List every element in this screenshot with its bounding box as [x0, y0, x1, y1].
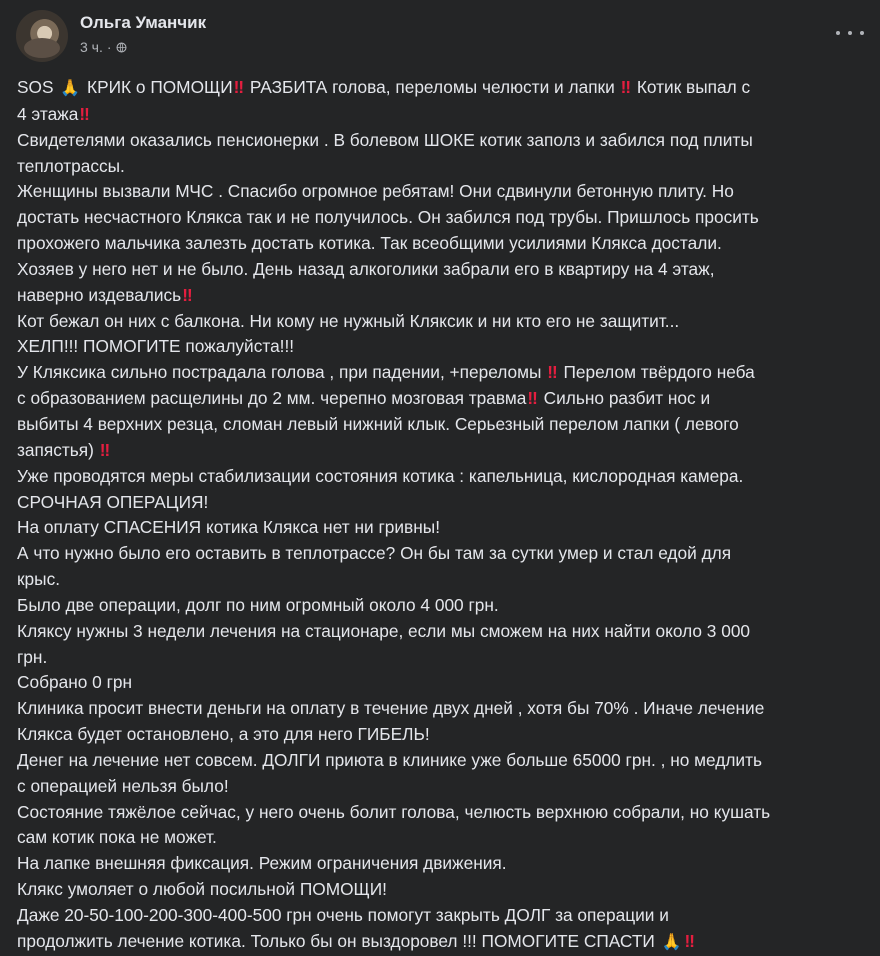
post-line — [17, 386, 869, 412]
post-line — [17, 929, 869, 956]
post-line — [17, 360, 869, 386]
post-text-segment: Перелом твёрдого неба — [558, 362, 755, 383]
author-info — [80, 10, 206, 55]
more-options-icon[interactable] — [836, 24, 864, 42]
post-text-segment: Кляксу нужны 3 недели лечения на стационаре, если мы сможем на них найти около 3 000 — [17, 620, 751, 641]
post-line — [17, 205, 869, 231]
post-text-segment: У Кляксика сильно пострадала голова , при падении, +переломы — [17, 362, 547, 383]
post-text-segment: прохожего мальчика залезть достать котика. Так всеобщими усилиями Клякса достали. — [17, 233, 722, 254]
double-exclamation-emoji-icon: ‼ — [182, 284, 191, 305]
post-text-segment: Хозяев у него нет и не было. День назад алкоголики забрали его в квартиру на 4 этаж, — [17, 258, 715, 279]
post-line — [17, 619, 869, 645]
post-text-segment: Женщины вызвали МЧС . Спасибо огромное ребятам! Они сдвинули бетонную плиту. Но — [17, 181, 734, 202]
post-text-segment: СРОЧНАЯ ОПЕРАЦИЯ! — [17, 491, 209, 512]
post-line — [17, 283, 869, 309]
post-line — [17, 102, 869, 128]
post-text-segment: крыс. — [17, 569, 61, 590]
folded-hands-emoji-icon: 🙏 — [661, 933, 682, 951]
post-text-segment: Кот бежал он них с балкона. Ни кому не нужный Кляксик и ни кто его не защитит... — [17, 310, 680, 331]
post-text-segment: теплотрассы. — [17, 155, 125, 176]
post-line — [17, 722, 869, 748]
post-text-segment: Денег на лечение нет совсем. ДОЛГИ приюта в клинике уже больше 65000 грн. , но медлить — [17, 749, 763, 770]
post-text-segment: Котик выпал с — [632, 77, 751, 97]
post-line — [17, 825, 869, 851]
post-line — [17, 567, 869, 593]
post-line — [17, 696, 869, 722]
post-line — [17, 903, 869, 929]
post-text-segment: достать несчастного Клякса так и не получилось. Он забился под трубы. Пришлось просить — [17, 207, 759, 228]
post-line — [17, 154, 869, 180]
meta-separator: · — [106, 39, 112, 55]
post-text-segment: SOS — [17, 77, 59, 97]
post-line — [17, 800, 869, 826]
post-text-segment: На оплату СПАСЕНИЯ котика Клякса нет ни гривны! — [17, 517, 440, 538]
post-text-segment: Свидетелями оказались пенсионерки . В болевом ШОКЕ котик заполз и забился под плиты — [17, 129, 753, 150]
post-text-segment: наверно издевались — [17, 284, 182, 305]
post-text-segment: с образованием расщелины до 2 мм. черепно мозговая травма — [17, 388, 527, 409]
post-text-segment: выбиты 4 верхних резца, сломан левый нижний клык. Серьезный перелом лапки ( левого — [17, 413, 739, 434]
post-text-segment: продолжить лечение котика. Только бы он выздоровел !!! ПОМОГИТЕ СПАСТИ — [17, 930, 660, 951]
post-text-segment: Состояние тяжёлое сейчас, у него очень болит голова, челюсть верхнюю собрали, но кушать — [17, 801, 771, 822]
post-text-segment: Уже проводятся меры стабилизации состояния котика : капельница, кислородная камера. — [17, 465, 744, 486]
post-line — [17, 231, 869, 257]
post-text-segment: Сильно разбит нос и — [538, 388, 711, 409]
post-text-segment: КРИК о ПОМОЩИ — [82, 77, 233, 97]
post-line — [17, 877, 869, 903]
author-name[interactable]: Ольга Уманчик — [80, 13, 207, 32]
post-line — [17, 490, 869, 516]
post-line — [17, 851, 869, 877]
post-line — [17, 464, 869, 490]
post-text-segment: запястья) — [17, 439, 99, 460]
folded-hands-emoji-icon: 🙏 — [60, 80, 81, 97]
post-line — [17, 645, 869, 671]
post-text-segment: Клякс умоляет о любой посильной ПОМОЩИ! — [17, 879, 387, 900]
post-header — [16, 10, 864, 66]
post-text-segment: Даже 20-50-100-200-300-400-500 грн очень помогут закрыть ДОЛГ за операции и — [17, 905, 669, 925]
post-line — [17, 670, 869, 696]
post-text-segment: ХЕЛП!!! ПОМОГИТЕ пожалуйста!!! — [17, 336, 295, 357]
post-text-segment: На лапке внешняя фиксация. Режим ограничения движения. — [17, 853, 507, 874]
post-text-segment: сам котик пока не может. — [17, 827, 217, 848]
post-line — [17, 438, 869, 464]
post-text-segment: грн. — [17, 646, 48, 667]
post-text-segment: А что нужно было его оставить в теплотрассе? Он бы там за сутки умер и стал едой для — [17, 543, 732, 564]
post-line — [17, 774, 869, 800]
post-time[interactable]: 3 ч. — [80, 39, 103, 55]
post-line — [17, 541, 869, 567]
double-exclamation-emoji-icon: ‼ — [684, 930, 693, 951]
post-text-segment: Собрано 0 грн — [17, 672, 133, 693]
more-dot — [848, 31, 852, 35]
post-line — [17, 334, 869, 360]
more-dot — [860, 31, 864, 35]
post-text-segment: 4 этажа — [17, 103, 79, 124]
double-exclamation-emoji-icon: ‼ — [547, 362, 556, 383]
post-line — [17, 75, 869, 102]
post-text-segment: РАЗБИТА голова, переломы челюсти и лапки — [245, 77, 620, 97]
post-line — [17, 593, 869, 619]
post-line — [17, 179, 869, 205]
double-exclamation-emoji-icon: ‼ — [79, 103, 88, 124]
post-line — [17, 412, 869, 438]
post-line — [17, 257, 869, 283]
author-avatar[interactable] — [16, 10, 68, 62]
double-exclamation-emoji-icon: ‼ — [99, 439, 109, 460]
double-exclamation-emoji-icon: ‼ — [620, 77, 630, 97]
post-line — [17, 309, 869, 335]
post-text-segment: Было две операции, долг по ним огромный около 4 000 грн. — [17, 594, 499, 615]
post-text-segment: Клиника просит внести деньги на оплату в течение двух дней , хотя бы 70% . Иначе лечение — [17, 698, 765, 719]
post-line — [17, 128, 869, 154]
globe-icon[interactable] — [116, 42, 127, 53]
post-body-text — [17, 75, 869, 956]
post-line — [17, 515, 869, 541]
post-text-segment: с операцией нельзя было! — [17, 775, 229, 796]
more-dot — [836, 31, 840, 35]
post-text-segment: Клякса будет остановлено, а это для него ГИБЕЛЬ! — [17, 724, 430, 745]
post-line — [17, 748, 869, 774]
double-exclamation-emoji-icon: ‼ — [233, 77, 243, 97]
post-meta — [80, 39, 206, 55]
double-exclamation-emoji-icon: ‼ — [527, 388, 536, 409]
